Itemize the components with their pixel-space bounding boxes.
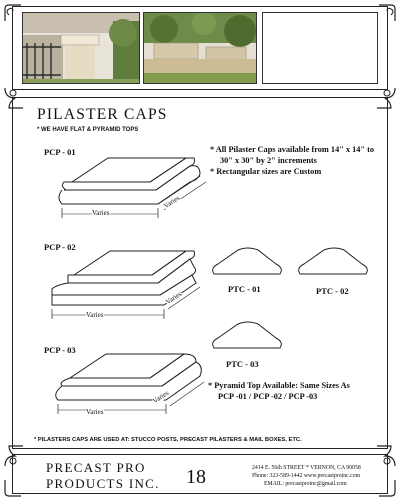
company-line2: PRODUCTS INC. xyxy=(46,476,160,491)
ptc03-label: PTC - 03 xyxy=(226,359,259,369)
section-header xyxy=(37,107,168,133)
pcp01-depth-dim: Varies xyxy=(162,193,182,211)
pcp02-drawing xyxy=(48,245,208,325)
sizes-note xyxy=(210,144,374,177)
pcp03-depth-dim: Varies xyxy=(151,388,171,406)
pcp03-label: PCP - 03 xyxy=(44,345,76,355)
pyramid-line1: * Pyramid Top Available: Same Sizes As xyxy=(208,381,350,390)
address: 2414 E. 56th STREET * VERNON, CA 90058 xyxy=(252,465,361,471)
ptc02-drawing xyxy=(296,246,372,278)
ptc01-label: PTC - 01 xyxy=(228,284,261,294)
company-line1: PRECAST PRO xyxy=(46,460,146,475)
ptc01-drawing xyxy=(210,246,286,278)
phone: Phone: 323-589-1442 www.precastproinc.com xyxy=(252,473,361,479)
company-logo xyxy=(46,460,160,492)
blank-photo-frame xyxy=(262,12,378,84)
garden-wall-photo xyxy=(143,12,257,84)
pcp03-drawing xyxy=(50,348,210,428)
pcp01-width-dim: Varies xyxy=(92,209,110,217)
pyramid-line2: PCP -01 / PCP -02 / PCP -03 xyxy=(218,392,318,401)
rect-note: * Rectangular sizes are Custom xyxy=(210,167,322,176)
contact-info xyxy=(252,464,361,488)
pcp03-width-dim: Varies xyxy=(86,408,104,416)
pcp02-depth-dim: Varies xyxy=(164,289,184,307)
ptc03-drawing xyxy=(210,320,286,352)
gate-pillar-photo xyxy=(22,12,140,84)
pcp01-label: PCP - 01 xyxy=(44,147,76,157)
section-subtitle: * WE HAVE FLAT & PYRAMID TOPS xyxy=(37,127,139,133)
ptc02-label: PTC - 02 xyxy=(316,286,349,296)
page-number: 18 xyxy=(186,466,206,488)
pcp02-width-dim: Varies xyxy=(86,311,104,319)
usage-note: * PILASTERS CAPS ARE USED AT: STUCCO POSTS, PRECAST PILASTERS & MAIL BOXES, ETC. xyxy=(34,437,302,443)
page-title: PILASTER CAPS xyxy=(37,106,168,123)
sizes-line2: 30" x 30" by 2" increments xyxy=(220,156,317,165)
email: EMAIL: precastproinc@gmail.com xyxy=(264,481,347,487)
pyramid-note xyxy=(208,380,350,402)
pcp01-drawing xyxy=(50,150,210,230)
pcp02-label: PCP - 02 xyxy=(44,242,76,252)
sizes-line1: * All Pilaster Caps available from 14" x 14" to xyxy=(210,145,375,154)
